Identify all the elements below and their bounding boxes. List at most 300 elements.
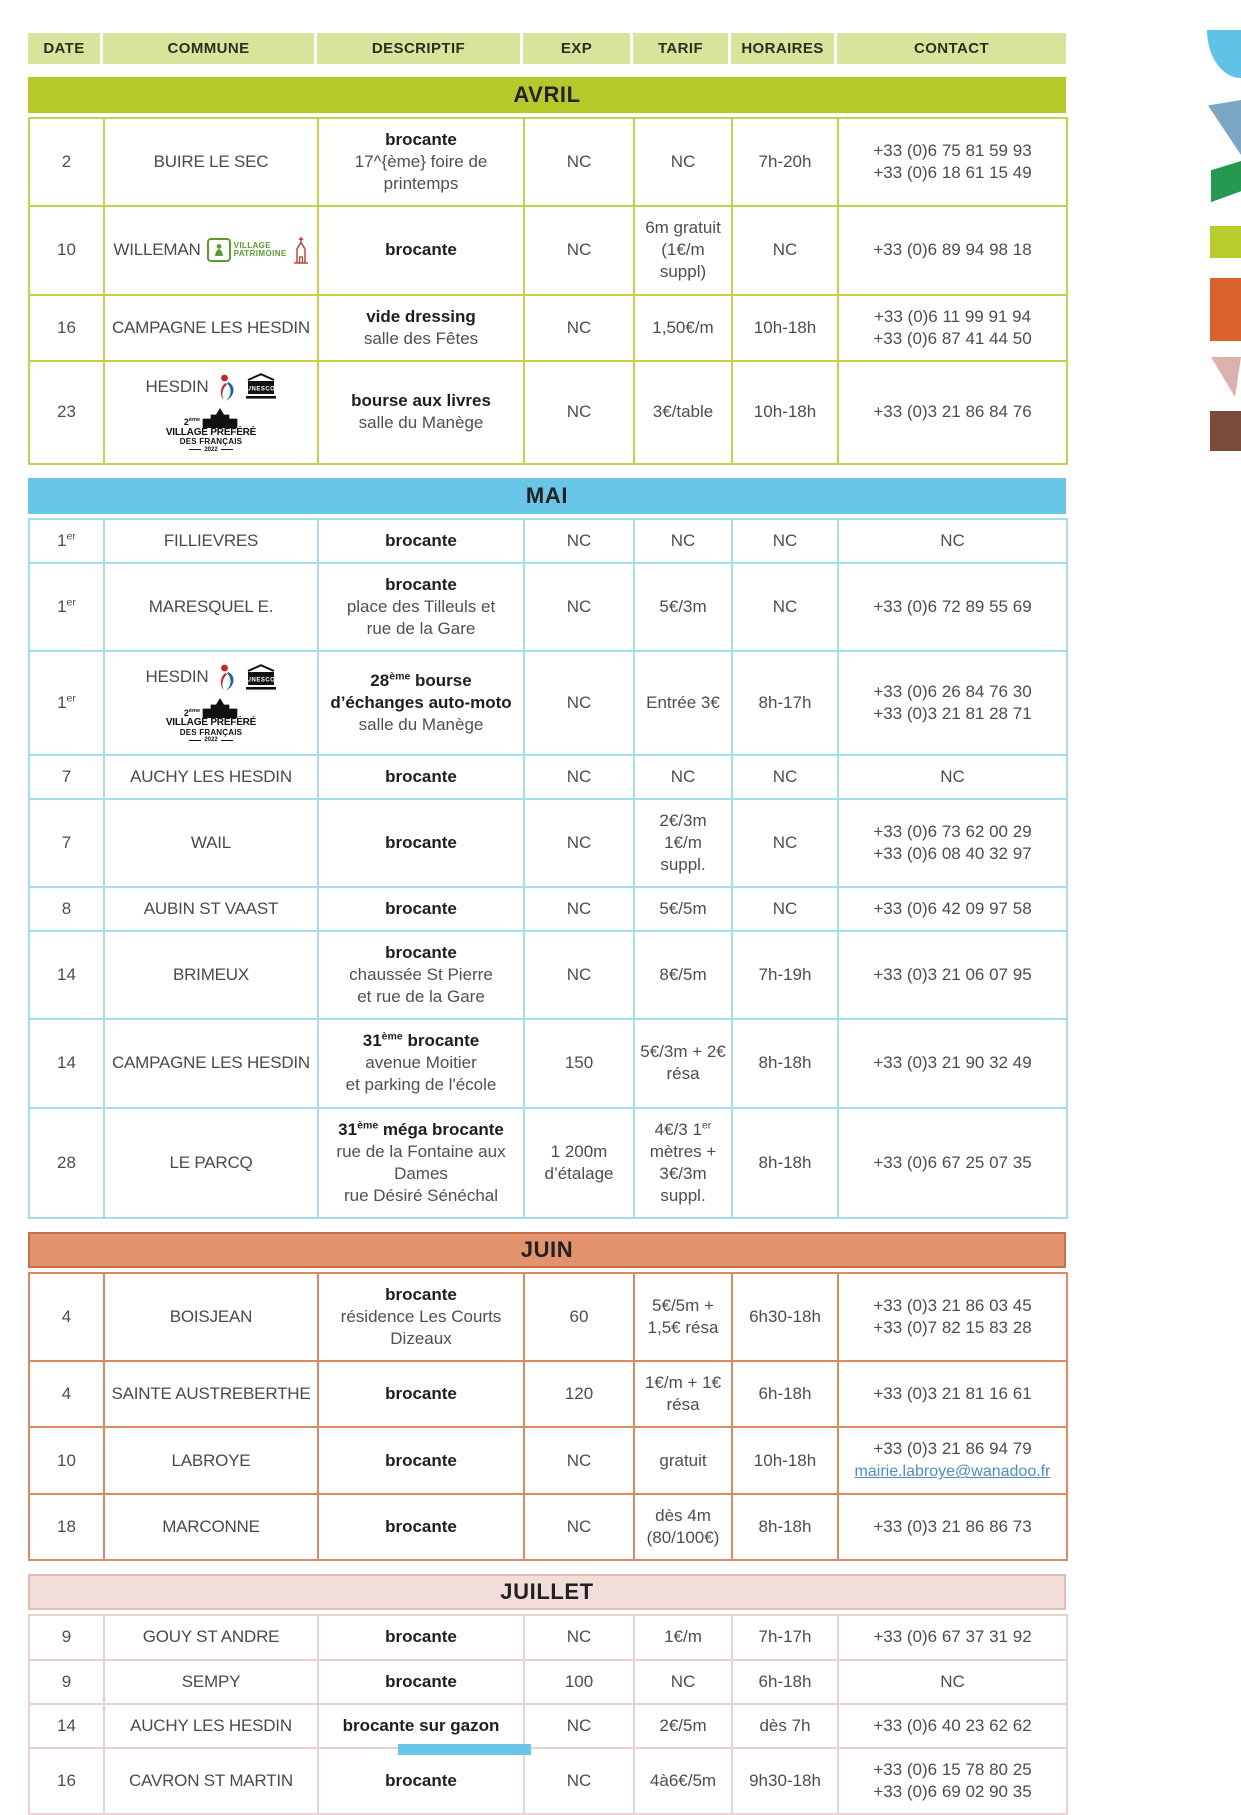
deco-square-brown-shape: [1210, 411, 1241, 451]
event-commune: [104, 1427, 318, 1494]
event-descriptif: [318, 1361, 524, 1427]
contact-phone-text: +33 (0)6 69 02 90 35: [873, 1781, 1032, 1801]
event-row: [29, 1704, 1067, 1748]
event-commune: [104, 563, 318, 651]
event-contact: [838, 361, 1067, 464]
village-prefere-title: VILLAGE PRÉFÉRÉ: [165, 717, 257, 729]
event-contact: [838, 563, 1067, 651]
contact-email-line: [844, 1460, 1061, 1483]
event-horaires: [732, 206, 838, 294]
contact-phone: [844, 1295, 1061, 1317]
event-date: 18: [29, 1494, 104, 1560]
column-header-horaires: [731, 33, 837, 64]
superscript: ème: [357, 1118, 379, 1131]
event-exposants: [524, 1108, 634, 1218]
event-commune: [104, 1273, 318, 1361]
horaires-value: 8h-17h: [758, 692, 812, 712]
event-contact: [838, 1704, 1067, 1748]
event-horaires: [732, 755, 838, 799]
event-row: [29, 295, 1067, 361]
horaires-value: 8h-18h: [758, 1517, 812, 1537]
event-row: [29, 1427, 1067, 1494]
event-contact: [838, 1494, 1067, 1560]
event-tarif: 2€/3m 1€/m suppl.: [634, 799, 732, 887]
exposants-value: NC: [566, 1627, 592, 1647]
column-label: TARIF: [657, 40, 704, 57]
contact-phone: [844, 964, 1061, 986]
event-location: [324, 1141, 518, 1185]
contact-phone: [844, 401, 1061, 423]
event-title: brocante: [385, 766, 457, 786]
event-date: 28: [29, 1108, 104, 1218]
event-exposants: [524, 118, 634, 206]
village-patrimoine-figure: [212, 243, 226, 257]
event-title: brocante: [385, 1384, 457, 1404]
brocante-table: [28, 33, 1066, 1815]
contact-phone-text: NC: [940, 766, 965, 786]
event-title: 31ème brocante: [362, 1030, 480, 1051]
contact-phone-text: +33 (0)3 21 86 03 45: [873, 1295, 1032, 1315]
commune-name: LABROYE: [171, 1450, 251, 1470]
event-descriptif: [318, 1704, 524, 1748]
village-patrimoine-logo: [207, 238, 287, 262]
column-label: DATE: [43, 40, 85, 57]
event-date: 14: [29, 1704, 104, 1748]
contact-phone: [844, 843, 1061, 865]
month-header-juillet: [28, 1574, 1066, 1610]
event-exposants: [524, 563, 634, 651]
village-patrimoine-word: VILLAGE: [233, 241, 272, 251]
event-horaires: [732, 1273, 838, 1361]
event-date: 8: [29, 887, 104, 931]
horaires-value: NC: [772, 832, 798, 852]
exposants-value: NC: [566, 766, 592, 786]
commune-name: WAIL: [190, 832, 232, 852]
commune-name: MARCONNE: [162, 1517, 260, 1537]
contact-phone: [844, 1626, 1061, 1648]
contact-phone: [844, 1383, 1061, 1405]
event-date: 2: [29, 118, 104, 206]
event-tarif: 5€/3m + 2€ résa: [634, 1019, 732, 1107]
event-date: 9: [29, 1660, 104, 1704]
event-exposants: [524, 887, 634, 931]
event-date: 4: [29, 1273, 104, 1361]
event-descriptif: [318, 563, 524, 651]
event-location: [324, 1074, 518, 1096]
contact-phone: [844, 1671, 1061, 1693]
event-exposants: [524, 1361, 634, 1427]
event-contact: [838, 931, 1067, 1019]
contact-phone: [844, 596, 1061, 618]
event-exposants: [524, 1494, 634, 1560]
horaires-value: 8h-18h: [758, 1053, 812, 1073]
event-commune: [104, 118, 318, 206]
event-commune: [104, 1494, 318, 1560]
event-location-text: Dizeaux: [390, 1329, 452, 1349]
section-avril: [28, 77, 1066, 465]
contact-phone: [844, 1152, 1061, 1174]
horaires-value: 8h-18h: [758, 1152, 812, 1172]
event-descriptif: [318, 519, 524, 563]
horaires-value: NC: [772, 898, 798, 918]
commune-name: HESDIN: [145, 667, 209, 687]
horaires-value: 7h-19h: [758, 965, 812, 985]
event-date: 10: [29, 206, 104, 294]
superscript: er: [701, 1118, 712, 1131]
event-exposants: [524, 1704, 634, 1748]
commune-content: [110, 964, 312, 986]
contact-phone-text: +33 (0)3 21 06 07 95: [873, 965, 1032, 985]
event-title: brocante: [385, 1770, 457, 1790]
event-tarif: 4à6€/5m: [634, 1748, 732, 1814]
event-date: 1er: [29, 651, 104, 754]
unesco-logo: [245, 664, 277, 691]
event-row: [29, 563, 1067, 651]
horaires-value: NC: [772, 530, 798, 550]
event-exposants: [524, 931, 634, 1019]
event-horaires: [732, 1615, 838, 1659]
event-contact: [838, 1361, 1067, 1427]
commune-content: [110, 1152, 312, 1174]
commune-content: [110, 151, 312, 173]
horaires-value: NC: [772, 240, 798, 260]
commune-content: [110, 766, 312, 788]
event-title: brocante sur gazon: [342, 1715, 500, 1735]
village-prefere-header: [184, 698, 238, 718]
events-table-juillet: [28, 1614, 1068, 1814]
event-tarif: 5€/3m: [634, 563, 732, 651]
year-text: 2022: [204, 446, 218, 453]
event-title: brocante: [385, 1284, 457, 1304]
village-prefere-title: VILLAGE PRÉFÉRÉ: [165, 426, 257, 438]
exposants-value: NC: [566, 152, 592, 172]
event-exposants: [524, 755, 634, 799]
events-table-juin: [28, 1272, 1068, 1562]
event-row: [29, 1615, 1067, 1659]
event-descriptif: [318, 1615, 524, 1659]
horaires-value: 10h-18h: [753, 402, 817, 422]
event-tarif: 1€/m + 1€ résa: [634, 1361, 732, 1427]
event-location: [324, 328, 518, 350]
commune-name: SEMPY: [181, 1671, 241, 1691]
commune-name: CAMPAGNE LES HESDIN: [111, 1053, 311, 1073]
exposants-value: 1 200m d’étalage: [544, 1141, 614, 1183]
event-row: [29, 1748, 1067, 1814]
event-row: [29, 519, 1067, 563]
section-juin: [28, 1232, 1066, 1562]
event-tarif: 1,50€/m: [634, 295, 732, 361]
superscript: ème: [188, 417, 201, 424]
event-tarif: 6m gratuit (1€/m suppl): [634, 206, 732, 294]
contact-phone-text: +33 (0)6 18 61 15 49: [873, 163, 1032, 183]
event-date: 1er: [29, 563, 104, 651]
village-prefere-year: [189, 447, 232, 453]
unesco-temple-icon: [245, 664, 277, 691]
superscript: ème: [389, 670, 411, 683]
hesdin-emblem-icon: [215, 662, 239, 692]
event-location-text: 17^{ème} foire de printemps: [354, 152, 488, 194]
event-date: 9: [29, 1615, 104, 1659]
event-descriptif: [318, 799, 524, 887]
exposants-value: NC: [566, 1517, 592, 1537]
event-descriptif: [318, 1494, 524, 1560]
event-title: d’échanges auto-moto: [330, 692, 512, 712]
event-exposants: [524, 1019, 634, 1107]
event-contact: [838, 295, 1067, 361]
exposants-value: NC: [566, 530, 592, 550]
event-commune: [104, 887, 318, 931]
exposants-value: 100: [564, 1671, 594, 1691]
event-tarif: 2€/5m: [634, 1704, 732, 1748]
event-row: [29, 755, 1067, 799]
event-exposants: [524, 361, 634, 464]
commune-content: [110, 662, 312, 743]
deco-triangle-blue-shape: [1208, 100, 1241, 155]
contact-phone-text: +33 (0)3 21 90 32 49: [873, 1053, 1032, 1073]
event-title: brocante: [385, 898, 457, 918]
event-row: [29, 361, 1067, 464]
commune-name: BRIMEUX: [172, 965, 250, 985]
contact-phone-text: +33 (0)6 87 41 44 50: [873, 328, 1032, 348]
village-prefere-logo: [166, 698, 256, 743]
contact-phone-text: +33 (0)6 15 78 80 25: [873, 1759, 1032, 1779]
event-commune: [104, 1748, 318, 1814]
year-dash: [189, 740, 201, 741]
commune-name: AUCHY LES HESDIN: [130, 1715, 292, 1735]
commune-content: [110, 1052, 312, 1074]
event-location: [324, 596, 518, 618]
commune-name: CAMPAGNE LES HESDIN: [111, 317, 311, 337]
contact-phone-text: +33 (0)3 21 86 84 76: [873, 402, 1032, 422]
village-prefere-skyline-icon: [202, 698, 238, 718]
event-location: [324, 1052, 518, 1074]
event-location: [324, 1185, 518, 1207]
contact-phone-text: +33 (0)6 67 37 31 92: [873, 1627, 1032, 1647]
event-row: [29, 651, 1067, 754]
month-label: AVRIL: [513, 82, 581, 107]
event-tarif: 3€/table: [634, 361, 732, 464]
event-contact: [838, 1748, 1067, 1814]
event-row: [29, 1273, 1067, 1361]
event-title: brocante: [385, 575, 457, 595]
event-contact: [838, 1019, 1067, 1107]
contact-phone-text: +33 (0)6 40 23 62 62: [873, 1715, 1032, 1735]
year-text: 2022: [204, 737, 218, 744]
commune-name: AUBIN ST VAAST: [143, 898, 279, 918]
horaires-value: NC: [772, 597, 798, 617]
exposants-value: NC: [566, 965, 592, 985]
event-title: 31ème méga brocante: [338, 1118, 504, 1139]
bottom-band-sliver: [398, 1744, 531, 1755]
contact-phone: [844, 1759, 1061, 1781]
event-row: [29, 1660, 1067, 1704]
contact-phone-text: +33 (0)6 89 94 98 18: [873, 240, 1032, 260]
column-label: HORAIRES: [741, 40, 824, 57]
commune-name: BOISJEAN: [169, 1307, 253, 1326]
village-patrimoine-word: PATRIMOINE: [233, 249, 287, 259]
events-table-mai: [28, 518, 1068, 1219]
event-location-text: rue Désiré Sénéchal: [343, 1185, 499, 1205]
event-location-text: et parking de l'école: [345, 1075, 497, 1095]
exposants-value: 120: [564, 1384, 594, 1404]
unesco-logo: [245, 373, 277, 400]
event-commune: [104, 519, 318, 563]
event-tarif: Entrée 3€: [634, 651, 732, 754]
month-label: JUIN: [520, 1236, 574, 1262]
exposants-value: NC: [566, 832, 592, 852]
village-prefere-subtitle: DES FRANÇAIS: [179, 437, 243, 447]
event-location-text: salle du Manège: [358, 714, 484, 734]
event-row: [29, 206, 1067, 294]
event-row: [29, 1494, 1067, 1560]
event-commune: [104, 931, 318, 1019]
exposants-value: NC: [566, 1715, 592, 1735]
superscript: er: [66, 530, 76, 543]
event-contact: [838, 1427, 1067, 1494]
event-location-text: place des Tilleuls et: [346, 597, 496, 617]
commune-content: [110, 530, 312, 552]
deco-rectangle-green-shape: [1210, 226, 1241, 258]
village-prefere-header: [184, 408, 238, 428]
section-juillet: [28, 1574, 1066, 1814]
event-row: [29, 118, 1067, 206]
column-label: EXP: [560, 40, 593, 57]
section-mai: [28, 478, 1066, 1219]
contact-email-link[interactable]: mairie.labroye@wanadoo.fr: [854, 1463, 1051, 1481]
event-horaires: [732, 519, 838, 563]
event-tarif: 8€/5m: [634, 931, 732, 1019]
event-date: 1er: [29, 519, 104, 563]
village-prefere-rank: 2ème: [183, 707, 201, 718]
church-icon: [293, 236, 309, 264]
event-horaires: [732, 1108, 838, 1218]
event-exposants: [524, 1748, 634, 1814]
event-contact: [838, 1615, 1067, 1659]
event-tarif: NC: [634, 755, 732, 799]
exposants-value: NC: [566, 402, 592, 422]
commune-content: [110, 236, 312, 264]
event-commune: [104, 206, 318, 294]
horaires-value: 7h-17h: [758, 1627, 812, 1647]
commune-name: WILLEMAN: [113, 240, 201, 260]
event-date: 14: [29, 1019, 104, 1107]
event-horaires: [732, 1494, 838, 1560]
commune-name: FILLIEVRES: [163, 530, 259, 550]
event-commune: [104, 651, 318, 754]
year-dash: [189, 449, 201, 450]
event-tarif: gratuit: [634, 1427, 732, 1494]
commune-name: LE PARCQ: [169, 1152, 253, 1172]
event-tarif: 5€/5m + 1,5€ résa: [634, 1273, 732, 1361]
deco-square-orange-shape: [1210, 278, 1241, 341]
contact-phone-text: +33 (0)6 75 81 59 93: [873, 141, 1032, 161]
event-date: 7: [29, 755, 104, 799]
event-horaires: [732, 1704, 838, 1748]
event-date: 4: [29, 1361, 104, 1427]
event-horaires: [732, 799, 838, 887]
contact-phone-text: NC: [940, 1671, 965, 1691]
event-descriptif: [318, 1427, 524, 1494]
year-dash: [221, 740, 233, 741]
month-header-avril: [28, 77, 1066, 113]
event-descriptif: [318, 1108, 524, 1218]
deco-triangle-pink-shape: [1211, 357, 1241, 397]
commune-content: [110, 1306, 312, 1328]
event-location: [324, 714, 518, 736]
contact-phone-text: +33 (0)6 11 99 91 94: [873, 306, 1032, 326]
event-contact: [838, 519, 1067, 563]
event-descriptif: [318, 651, 524, 754]
event-contact: [838, 887, 1067, 931]
event-horaires: [732, 651, 838, 754]
event-location: [324, 1328, 518, 1350]
contact-phone-text: +33 (0)6 08 40 32 97: [873, 843, 1032, 863]
event-horaires: [732, 361, 838, 464]
event-horaires: [732, 931, 838, 1019]
event-title: 28ème bourse: [370, 670, 472, 690]
horaires-value: 6h-18h: [758, 1671, 812, 1691]
village-prefere-year: [189, 737, 232, 743]
event-tarif: 1€/m: [634, 1615, 732, 1659]
commune-name: AUCHY LES HESDIN: [130, 766, 292, 786]
horaires-value: NC: [772, 766, 798, 786]
event-date: 14: [29, 931, 104, 1019]
event-title: brocante: [385, 1627, 457, 1647]
event-descriptif: [318, 887, 524, 931]
event-location-text: rue de la Fontaine aux Dames: [336, 1141, 506, 1183]
event-commune: [104, 1019, 318, 1107]
event-descriptif: [318, 931, 524, 1019]
event-date: 16: [29, 295, 104, 361]
column-label: DESCRIPTIF: [371, 40, 466, 57]
village-prefere-skyline-icon: [202, 408, 238, 428]
event-contact: [838, 651, 1067, 754]
exposants-value: NC: [566, 240, 592, 260]
event-title: brocante: [385, 1450, 457, 1470]
horaires-value: 6h-18h: [758, 1384, 812, 1404]
event-row: [29, 1108, 1067, 1218]
contact-phone-text: +33 (0)6 67 25 07 35: [873, 1152, 1032, 1172]
event-descriptif: [318, 1660, 524, 1704]
contact-phone-text: +33 (0)6 26 84 76 30: [873, 681, 1032, 701]
svg-text:UNESCO: UNESCO: [246, 677, 275, 684]
contact-phone: [844, 898, 1061, 920]
contact-phone: [844, 140, 1061, 162]
horaires-value: 6h30-18h: [749, 1307, 821, 1326]
horaires-value: 7h-20h: [758, 152, 812, 172]
event-descriptif: [318, 118, 524, 206]
svg-text:UNESCO: UNESCO: [246, 386, 275, 393]
event-location-text: chaussée St Pierre: [349, 965, 493, 985]
event-horaires: [732, 1019, 838, 1107]
exposants-value: 150: [564, 1053, 594, 1073]
exposants-value: NC: [566, 597, 592, 617]
event-descriptif: [318, 1748, 524, 1814]
commune-name: SAINTE AUSTREBERTHE: [111, 1384, 311, 1404]
deco-quarter-circle-shape: [1207, 30, 1241, 78]
event-exposants: [524, 1615, 634, 1659]
event-contact: [838, 206, 1067, 294]
contact-phone: [844, 1438, 1061, 1460]
contact-phone-text: +33 (0)3 21 81 16 61: [873, 1384, 1032, 1404]
horaires-value: dès 7h: [759, 1715, 811, 1735]
contact-phone: [844, 162, 1061, 184]
exposants-value: NC: [566, 317, 592, 337]
commune-content: [110, 1450, 312, 1472]
event-commune: [104, 799, 318, 887]
village-prefere-logo: [166, 408, 256, 453]
contact-phone: [844, 821, 1061, 843]
